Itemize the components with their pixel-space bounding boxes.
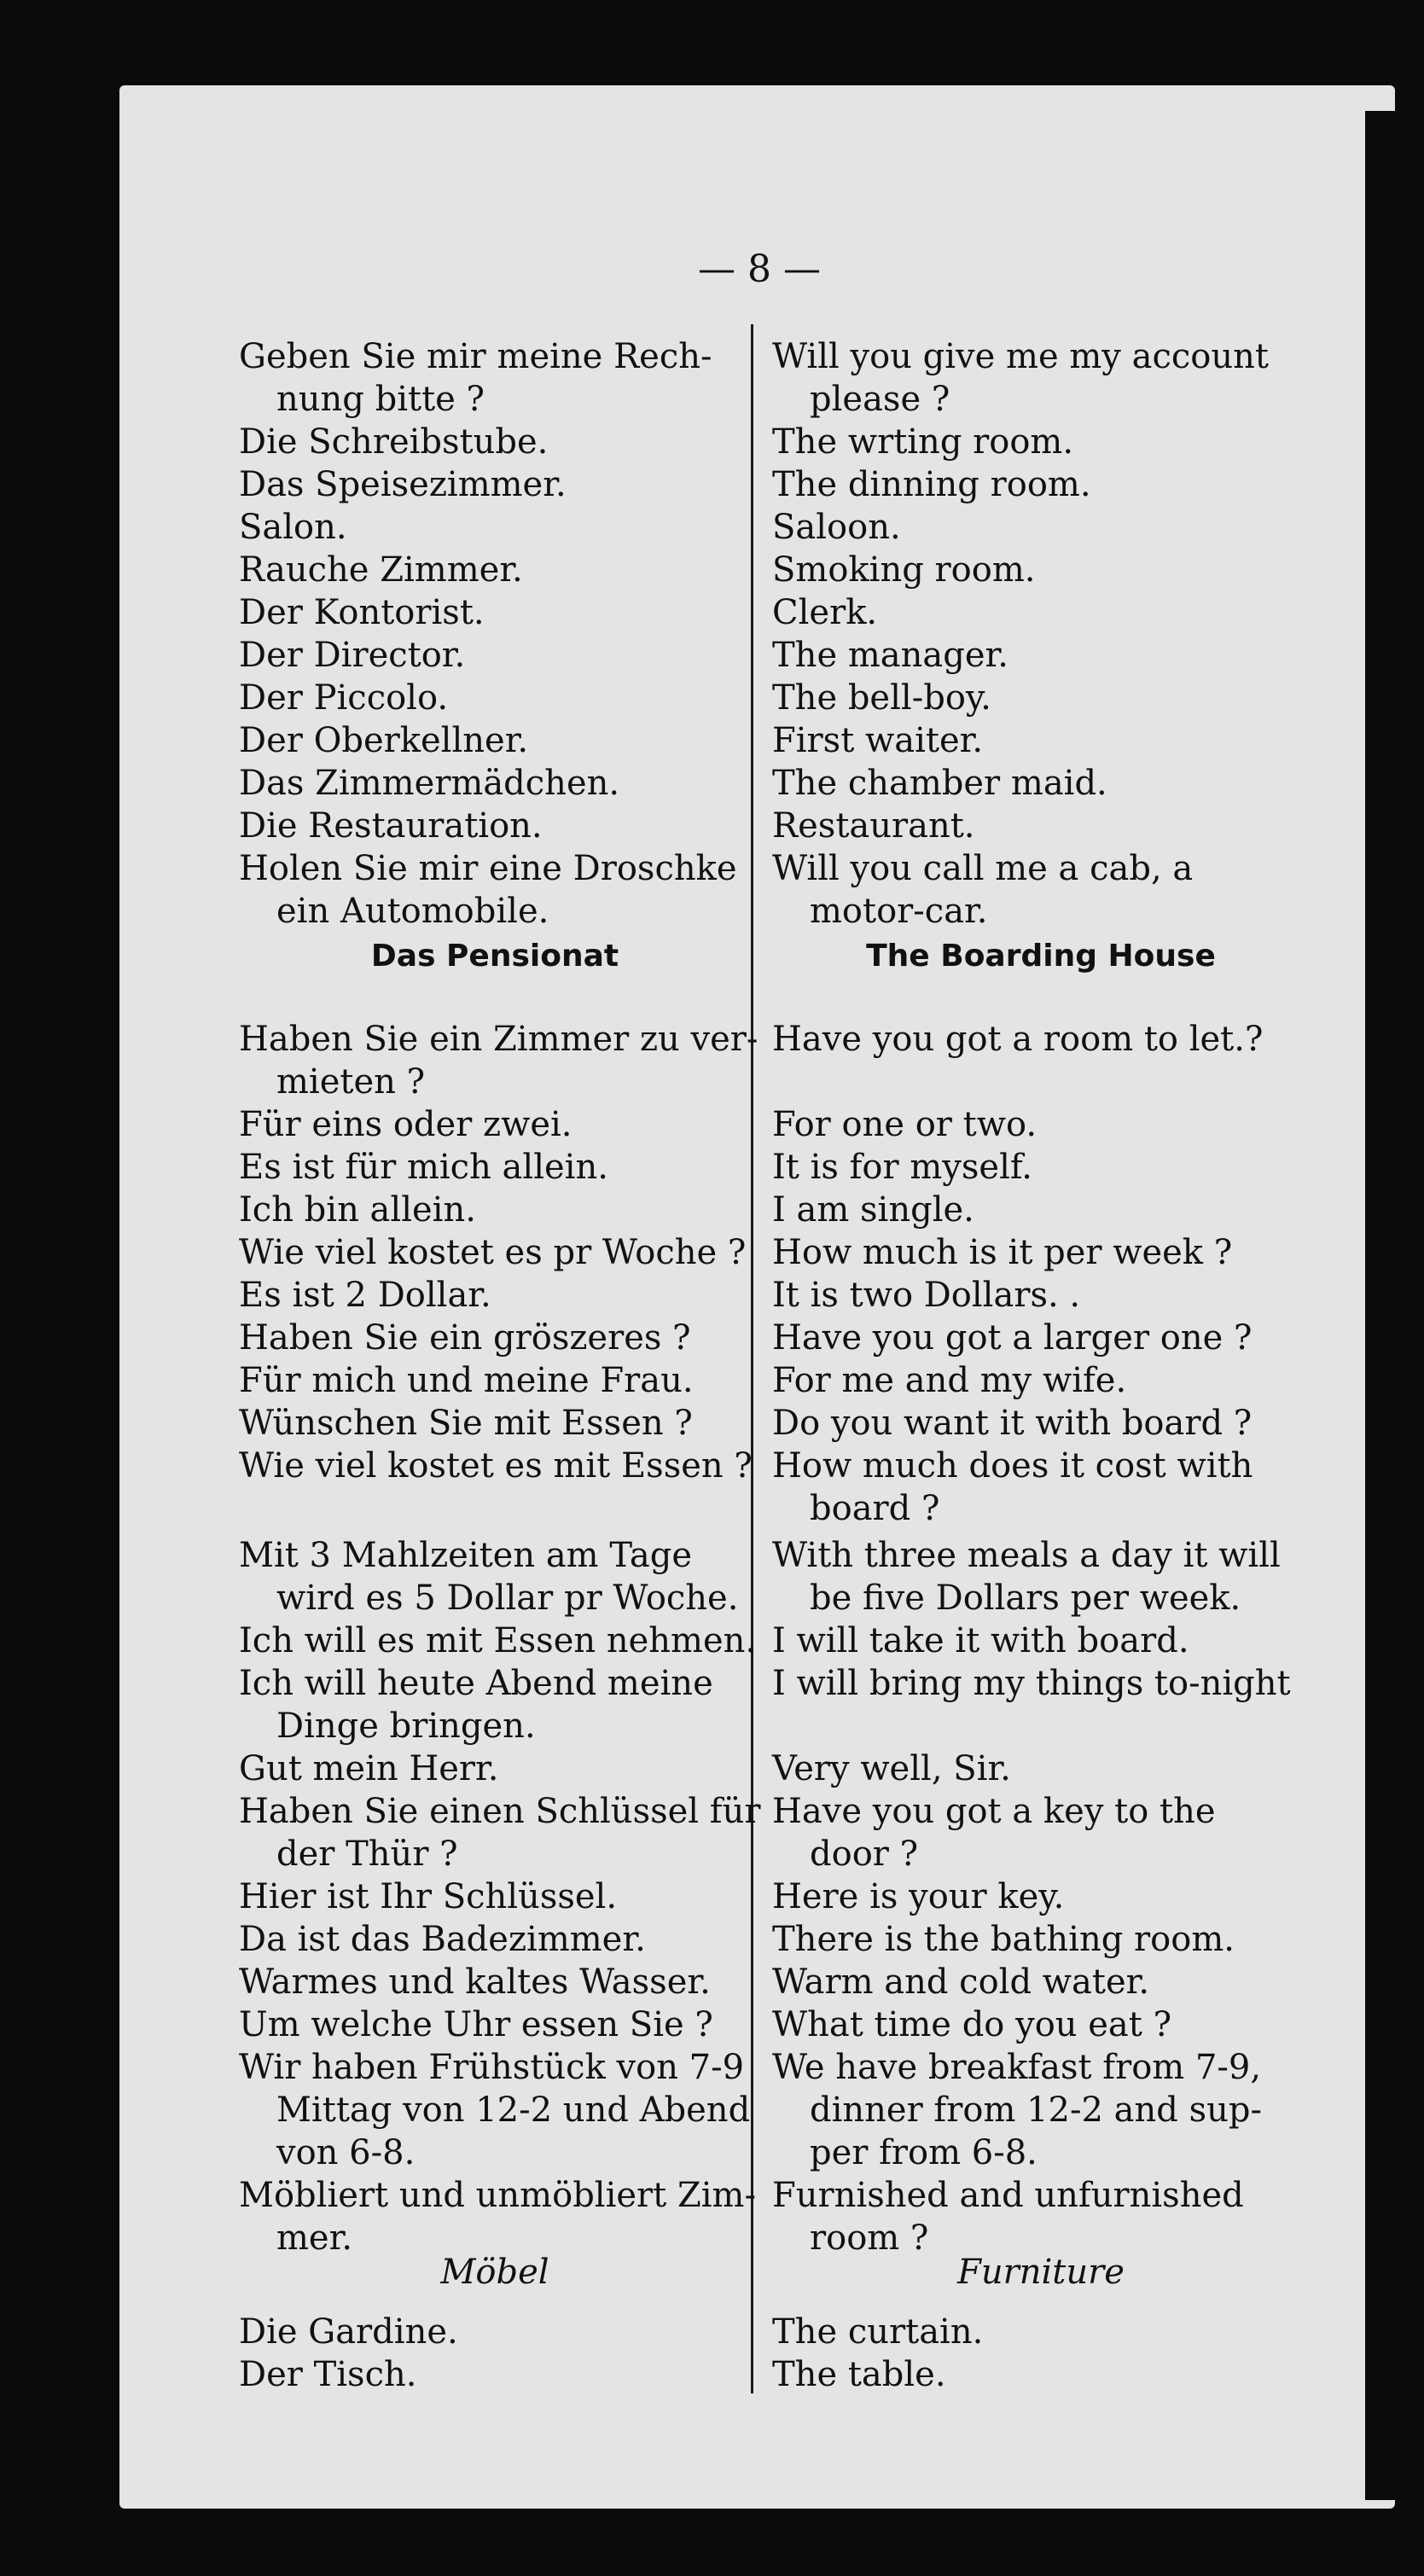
english-phrase-line: The bell-boy.: [772, 678, 991, 718]
english-phrase-line: How much is it per week ?: [772, 1233, 1233, 1272]
english-phrase-line: It is two Dollars. .: [772, 1276, 1081, 1315]
german-phrase-line: Möbliert und unmöbliert Zim-: [239, 2176, 756, 2215]
german-phrase-line: Hier ist Ihr Schlüssel.: [239, 1877, 618, 1916]
english-phrase-line: door ?: [810, 1835, 919, 1874]
german-phrase-line: Haben Sie ein gröszeres ?: [239, 1318, 691, 1358]
german-phrase-line: ein Automobile.: [276, 892, 549, 931]
german-phrase-line: Der Oberkellner.: [239, 721, 529, 760]
german-phrase-line: der Thür ?: [276, 1835, 458, 1874]
english-phrase-line: motor-car.: [810, 892, 988, 931]
english-phrase-line: The table.: [772, 2355, 946, 2394]
english-phrase-line: please ?: [810, 380, 950, 419]
german-phrase-line: von 6-8.: [276, 2133, 416, 2172]
german-phrase-line: Die Restauration.: [239, 806, 543, 846]
english-phrase-line: For me and my wife.: [772, 1361, 1127, 1400]
english-phrase-line: It is for myself.: [772, 1148, 1032, 1187]
english-phrase-line: How much does it cost with: [772, 1446, 1253, 1486]
english-phrase-line: Have you got a larger one ?: [772, 1318, 1253, 1358]
english-phrase-line: per from 6-8.: [810, 2133, 1037, 2172]
english-phrase-line: I will bring my things to-night: [772, 1664, 1291, 1703]
english-phrase-line: The wrting room.: [772, 422, 1074, 462]
english-phrase-line: dinner from 12-2 and sup-: [810, 2090, 1262, 2130]
german-phrase-line: Wie viel kostet es pr Woche ?: [239, 1233, 747, 1272]
english-phrase-line: The manager.: [772, 636, 1008, 675]
german-phrase-line: nung bitte ?: [276, 380, 485, 419]
german-subheading: Möbel: [440, 2253, 549, 2292]
german-phrase-line: Ich will heute Abend meine: [239, 1664, 713, 1703]
german-phrase-line: Dinge bringen.: [276, 1707, 536, 1746]
german-phrase-line: Wir haben Frühstück von 7-9: [239, 2048, 745, 2087]
german-phrase-line: Warmes und kaltes Wasser.: [239, 1963, 711, 2002]
english-phrase-line: Have you got a room to let.?: [772, 1020, 1264, 1059]
english-phrase-line: What time do you eat ?: [772, 2005, 1172, 2044]
german-phrase-line: Mit 3 Mahlzeiten am Tage: [239, 1536, 693, 1575]
german-phrase-line: Es ist für mich allein.: [239, 1148, 608, 1187]
german-phrase-line: mieten ?: [276, 1062, 426, 1102]
german-phrase-line: Es ist 2 Dollar.: [239, 1276, 491, 1315]
english-phrase-line: With three meals a day it will: [772, 1536, 1281, 1575]
german-phrase-line: Für eins oder zwei.: [239, 1105, 573, 1144]
german-phrase-line: Das Zimmermädchen.: [239, 764, 620, 803]
german-phrase-line: Ich bin allein.: [239, 1190, 476, 1230]
english-phrase-line: Saloon.: [772, 508, 901, 547]
english-phrase-line: First waiter.: [772, 721, 984, 760]
german-phrase-line: wird es 5 Dollar pr Woche.: [276, 1579, 739, 1618]
english-phrase-line: Very well, Sir.: [772, 1749, 1011, 1788]
english-phrase-line: room ?: [810, 2218, 929, 2258]
english-section-heading: The Boarding House: [866, 939, 1216, 974]
german-section-heading: Das Pensionat: [370, 939, 619, 974]
english-phrase-line: board ?: [810, 1489, 940, 1528]
page-edge-shadow: [1365, 111, 1408, 2500]
german-phrase-line: mer.: [276, 2218, 353, 2258]
english-phrase-line: There is the bathing room.: [772, 1920, 1235, 1959]
german-phrase-line: Haben Sie einen Schlüssel für: [239, 1792, 761, 1831]
english-phrase-line: Restaurant.: [772, 806, 975, 846]
german-phrase-line: Wünschen Sie mit Essen ?: [239, 1404, 693, 1443]
english-phrase-line: The chamber maid.: [772, 764, 1107, 803]
german-phrase-line: Mittag von 12-2 und Abend: [276, 2090, 751, 2130]
english-phrase-line: Furnished and unfurnished: [772, 2176, 1244, 2215]
english-phrase-line: Clerk.: [772, 593, 878, 632]
german-phrase-line: Der Director.: [239, 636, 466, 675]
english-phrase-line: The dinning room.: [772, 465, 1091, 504]
english-phrase-line: Warm and cold water.: [772, 1963, 1150, 2002]
english-phrase-line: I will take it with board.: [772, 1621, 1189, 1660]
english-phrase-line: The curtain.: [772, 2312, 984, 2352]
german-phrase-line: Rauche Zimmer.: [239, 550, 523, 590]
german-phrase-line: Wie viel kostet es mit Essen ?: [239, 1446, 753, 1486]
english-phrase-line: Smoking room.: [772, 550, 1036, 590]
german-phrase-line: Der Tisch.: [239, 2355, 417, 2394]
page-number: — 8 —: [698, 247, 821, 291]
english-phrase-line: Will you give me my account: [772, 337, 1269, 376]
german-phrase-line: Das Speisezimmer.: [239, 465, 567, 504]
german-phrase-line: Die Schreibstube.: [239, 422, 549, 462]
german-phrase-line: Da ist das Badezimmer.: [239, 1920, 646, 1959]
german-phrase-line: Die Gardine.: [239, 2312, 458, 2352]
english-phrase-line: We have breakfast from 7-9,: [772, 2048, 1262, 2087]
german-phrase-line: Salon.: [239, 508, 347, 547]
english-phrase-line: I am single.: [772, 1190, 974, 1230]
english-phrase-line: Do you want it with board ?: [772, 1404, 1253, 1443]
german-phrase-line: Der Piccolo.: [239, 678, 449, 718]
german-phrase-line: Geben Sie mir meine Rech-: [239, 337, 712, 376]
german-phrase-line: Für mich und meine Frau.: [239, 1361, 694, 1400]
german-phrase-line: Um welche Uhr essen Sie ?: [239, 2005, 713, 2044]
german-phrase-line: Ich will es mit Essen nehmen.: [239, 1621, 757, 1660]
english-phrase-line: Have you got a key to the: [772, 1792, 1216, 1831]
german-phrase-line: Holen Sie mir eine Droschke: [239, 849, 737, 888]
german-phrase-line: Gut mein Herr.: [239, 1749, 499, 1788]
english-phrase-line: Will you call me a cab, a: [772, 849, 1194, 888]
english-phrase-line: For one or two.: [772, 1105, 1037, 1144]
english-subheading: Furniture: [957, 2253, 1125, 2292]
german-phrase-line: Der Kontorist.: [239, 593, 485, 632]
english-phrase-line: Here is your key.: [772, 1877, 1065, 1916]
column-divider: [751, 324, 753, 2393]
english-phrase-line: be five Dollars per week.: [810, 1579, 1241, 1618]
german-phrase-line: Haben Sie ein Zimmer zu ver-: [239, 1020, 758, 1059]
